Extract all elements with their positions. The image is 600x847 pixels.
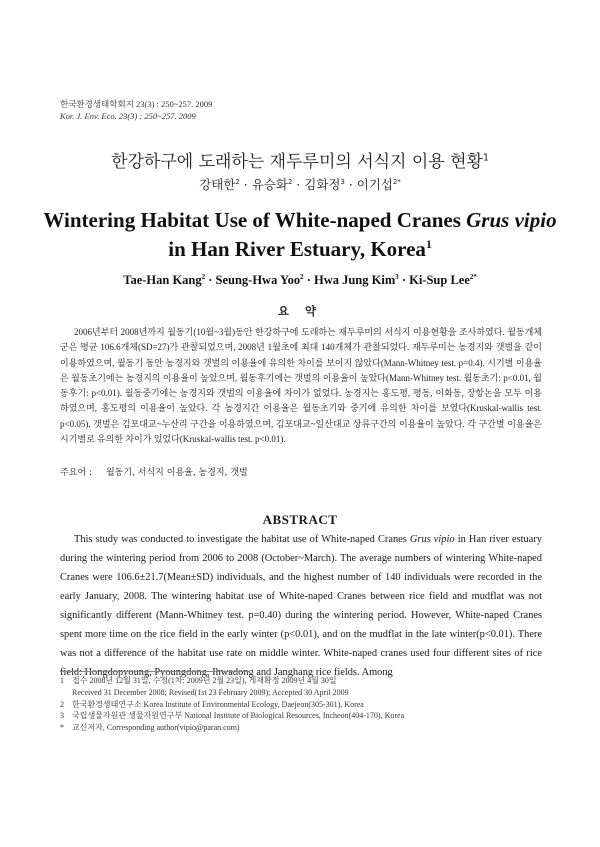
footnote-mark [60, 687, 72, 699]
author-separator: · [398, 273, 410, 287]
english-title-footnote-mark: 1 [425, 239, 432, 251]
korean-author-affiliation-mark: 2 [287, 177, 293, 186]
korean-abstract-text: 2006년부터 2008년까지 월동기(10월~3월)동안 한강하구에 도래하는 재두루미의 서식지 이용현황을 조사하였다. 월동개체군은 평균 106.6개체(SD=27)가 관찰되었으며, 2008년 1월초에 최대 140개체가 관찰되었다. 재두루미는 농경지와 갯벌을 같이 이용하였으며, 월동기 동안 농경지와 갯벌의 이용율에 유의한 차이를 보이지 않았다(Mann-Whitney test. p=0.4). 시기별 이용율은 월동초기에는 농경지의 이용율이 높았으며, 월동후기에는 갯벌의 이용율이 높았다(Mann-Whitney test. 월동초기: p<0.01, 월동후기: p<0.01). 월동중기에는 농경지와 갯벌의 이용율에 차이가 없었다. 농경지는 홍도평, 평동, 이화동, 장항논을 모두 이용하였으며, 홍도평의 이용율이 높았다. 각 농경지간 이용율은 월동초기와 중기에 유의한 차이를 보였다(Kruskal-wallis test. p<0.05). 갯벌은 김포대교~누산리 구간을 이용하였으며, 김포대교~일산대교 상류구간의 이용율이 높았다. 각 구간별 이용율은 시기별로 유의한 차이가 있었다(Kruskal-wallis test. p<0.01). [60, 327, 542, 445]
korean-title [0, 147, 600, 172]
korean-author-affiliation-mark: 2 [235, 177, 240, 186]
english-authors [0, 273, 600, 288]
journal-citation [60, 98, 212, 122]
english-author-affiliation-mark: 2* [469, 273, 477, 281]
english-author-affiliation-mark: 3 [395, 273, 399, 281]
korean-authors [0, 175, 600, 193]
footnote [60, 675, 542, 687]
footnote-mark: 2 [60, 699, 64, 709]
korean-abstract [60, 325, 542, 447]
footnotes [60, 672, 542, 734]
footnote [60, 722, 542, 734]
english-author-name: Hwa Jung Kim [313, 273, 396, 287]
korean-author-affiliation-mark: 3 [340, 177, 345, 186]
english-author-name: Seung-Hwa Yoo [215, 273, 301, 287]
english-abstract-species: Grus vipio [409, 534, 455, 545]
korean-author-affiliation-mark: 2* [393, 177, 401, 186]
english-title-text: Wintering Habitat Use of White-naped Cranes [43, 208, 467, 232]
korean-title-footnote-mark: 1 [482, 152, 489, 164]
keywords [60, 465, 542, 478]
korean-author-name: 유승화 [251, 177, 288, 192]
footnote-text: Received 31 December 2008; Revised(1st 23 February 2009); Accepted 30 April 2009 [72, 687, 349, 697]
author-separator: · [344, 177, 357, 192]
english-author-name: Ki-Sup Lee [409, 273, 470, 287]
english-abstract-start: This study was conducted to investigate the habitat use of White-naped Cranes [74, 534, 410, 545]
korean-title-text: 한강하구에 도래하는 재두루미의 서식지 이용 현황 [111, 152, 483, 172]
footnote [60, 699, 542, 711]
footnote [60, 710, 542, 722]
author-separator: · [239, 177, 252, 192]
footnote-text: 한국환경생태연구소 Korea Institute of Environmental Ecology, Daejeon(305-301), Korea [72, 699, 364, 709]
korean-author-name: 강태한 [199, 177, 236, 192]
footnote-mark: 1 [60, 676, 64, 685]
english-title-text-end: in Han River Estuary, Korea [168, 237, 426, 261]
footnote [60, 687, 542, 699]
journal-citation-en: Kor. J. Env. Eco. 23(3) : 250~257. 2009 [60, 111, 196, 121]
author-separator: · [205, 273, 216, 287]
footnote-text: 교신저자, Corresponding author(vipio@paran.com) [72, 723, 240, 733]
english-abstract [60, 530, 542, 682]
english-abstract-text [60, 530, 542, 682]
english-title-species: Grus vipio [466, 208, 557, 232]
english-author-affiliation-mark: 2 [201, 273, 206, 281]
english-title [40, 208, 560, 262]
korean-author-name: 이기섭 [356, 177, 394, 192]
footnote-text: 국립생물자원관 생물자원연구부 National Institute of Biological Resources, Incheon(404-170), Korea [72, 711, 405, 721]
footnote-mark: * [60, 723, 64, 733]
english-author-affiliation-mark: 2 [300, 273, 304, 281]
korean-abstract-heading: 요 약 [277, 304, 323, 318]
korean-author-name: 김화정 [304, 177, 341, 192]
abstract-heading: ABSTRACT [262, 512, 338, 527]
author-separator: · [303, 273, 314, 287]
keywords-label: 주요어 : [60, 468, 92, 478]
journal-citation-ko: 한국환경생태학회지 23(3) : 250~257. 2009 [60, 99, 213, 109]
footnote-text: 접수 2008년 12월 31일, 수정(1차: 2009년 2월 23일), 게재확정 2009년 4월 30일 [72, 676, 337, 685]
english-abstract-rest: in Han river estuary during the wintering period from 2006 to 2008 (October~March). The average numbers of wintering White-naped Cranes were 106.6±21.7(Mean±SD) individuals, and the highest number of 140 individuals were recorded in the early January, 2008. The wintering habitat use of White-naped Cranes between rice field and mudflat was not significantly different (Mann-Whitney test. p=0.40) during the wintering period. However, White-naped Cranes spent more time on the rice field in the early winter (p<0.01), and on the mudflat in the late winter(p<0.01). There was not a difference of the habitat use rate on middle winter. White-naped cranes used four different sites of rice field: Hongdopyoung, Pyoungdong, Ihwadong and Janghang rice fields. Among [60, 534, 542, 678]
footnote-mark: 3 [60, 711, 64, 721]
english-author-name: Tae-Han Kang [123, 273, 202, 287]
keywords-text: 월동기, 서식지 이용율, 농경지, 갯벌 [105, 468, 248, 478]
author-separator: · [292, 177, 305, 192]
